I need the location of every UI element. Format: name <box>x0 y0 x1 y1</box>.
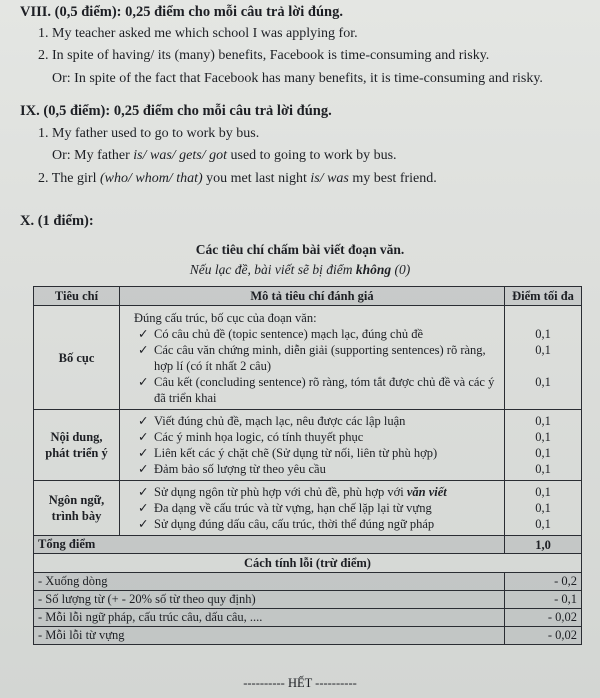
table-row-penalty <box>34 591 582 609</box>
section-viii-title: VIII. (0,5 điểm): 0,25 điểm cho mỗi câu trả lời đúng. <box>20 4 344 20</box>
header-max-points: Điểm tối đa <box>505 287 582 306</box>
criteria-bocuc: Bố cục <box>34 306 120 410</box>
check-icon: ✓ <box>138 485 149 499</box>
section-ix-answer-1-alt: Or: My father is/ was/ gets/ got used to going to work by bus. <box>52 148 397 163</box>
section-x-title: X. (1 điểm): <box>20 213 94 229</box>
table-row-noidung <box>34 410 582 481</box>
description-noidung: ✓ Viết đúng chủ đề, mạch lạc, nêu được các lập luận ✓ Các ý minh họa logic, có tính thuyết phục ✓ Liên kết các ý chặt chẽ (Sử dụng từ nối, liên từ phù hợp) ✓ Đảm bảo số lượng từ theo yêu cầu <box>120 410 505 481</box>
table-row-penalty <box>34 573 582 591</box>
penalty-label: - Xuống dòng <box>34 573 505 591</box>
check-icon: ✓ <box>138 462 149 476</box>
section-ix-title: IX. (0,5 điểm): 0,25 điểm cho mỗi câu trả lời đúng. <box>20 103 332 119</box>
description-bocuc: Đúng cấu trúc, bố cục của đoạn văn: ✓ Có câu chủ đề (topic sentence) mạch lạc, đúng chủ đề ✓ Các câu văn chứng minh, diễn giải (supporting sentences) rõ ràng, hợp lí (có ít nhất 2 câu) ✓ Câu kết (concluding sentence) rõ ràng, tóm tắt được chủ đề và các ý đã triển khai <box>120 306 505 410</box>
check-icon: ✓ <box>138 501 149 515</box>
end-marker: ---------- HẾT ---------- <box>243 676 357 690</box>
penalty-label: - Mỗi lỗi ngữ pháp, cấu trúc câu, dấu câu, .... <box>34 609 505 627</box>
penalty-label: - Mỗi lỗi từ vựng <box>34 627 505 645</box>
header-criteria: Tiêu chí <box>34 287 120 306</box>
total-value: 1,0 <box>505 536 582 554</box>
points-bocuc: 0,1 0,1 0,1 <box>505 306 582 410</box>
table-row-ngonngu <box>34 481 582 536</box>
penalty-value: - 0,02 <box>505 609 582 627</box>
table-row-penalty <box>34 609 582 627</box>
penalty-value: - 0,2 <box>505 573 582 591</box>
section-viii-answer-1: 1. My teacher asked me which school I was applying for. <box>38 26 358 41</box>
check-icon: ✓ <box>138 374 149 389</box>
section-ix-answer-2: 2. The girl (who/ whom/ that) you met last night is/ was my best friend. <box>38 171 437 186</box>
section-ix-answer-1: 1. My father used to go to work by bus. <box>38 126 260 141</box>
check-icon: ✓ <box>138 414 149 428</box>
table-row-bocuc <box>34 306 582 410</box>
penalty-header: Cách tính lỗi (trừ điểm) <box>34 554 582 573</box>
total-label: Tổng điểm <box>34 536 505 554</box>
check-icon: ✓ <box>138 342 149 357</box>
rubric-heading: Các tiêu chí chấm bài viết đoạn văn. <box>195 242 405 257</box>
penalty-value: - 0,02 <box>505 627 582 645</box>
check-icon: ✓ <box>138 326 149 341</box>
penalty-value: - 0,1 <box>505 591 582 609</box>
section-viii-answer-2-alt: Or: In spite of the fact that Facebook has many benefits, it is time-consuming and risky. <box>52 71 543 86</box>
points-noidung: 0,1 0,1 0,1 0,1 <box>505 410 582 481</box>
description-ngonngu: ✓ Sử dụng ngôn từ phù hợp với chủ đề, phù hợp với văn viết ✓ Đa dạng về cấu trúc và từ vựng, hạn chế lặp lại từ vựng ✓ Sử dụng đúng dấu câu, cấu trúc, thời thể đúng ngữ pháp <box>120 481 505 536</box>
section-viii-answer-2: 2. In spite of having/ its (many) benefits, Facebook is time-consuming and risky. <box>38 48 490 63</box>
table-row-penalty-header <box>34 554 582 573</box>
criteria-ngonngu: Ngôn ngữ, trình bày <box>34 481 120 536</box>
penalty-label: - Số lượng từ (+ - 20% số từ theo quy định) <box>34 591 505 609</box>
table-row-penalty <box>34 627 582 645</box>
header-description: Mô tả tiêu chí đánh giá <box>120 287 505 306</box>
criteria-noidung: Nội dung, phát triển ý <box>34 410 120 481</box>
check-icon: ✓ <box>138 446 149 460</box>
table-header-row <box>34 287 582 306</box>
check-icon: ✓ <box>138 430 149 444</box>
table-row-total <box>34 536 582 554</box>
check-icon: ✓ <box>138 517 149 531</box>
points-ngonngu: 0,1 0,1 0,1 <box>505 481 582 536</box>
rubric-subheading: Nếu lạc đề, bài viết sẽ bị điểm không (0) <box>189 262 411 277</box>
rubric-table <box>33 286 582 645</box>
